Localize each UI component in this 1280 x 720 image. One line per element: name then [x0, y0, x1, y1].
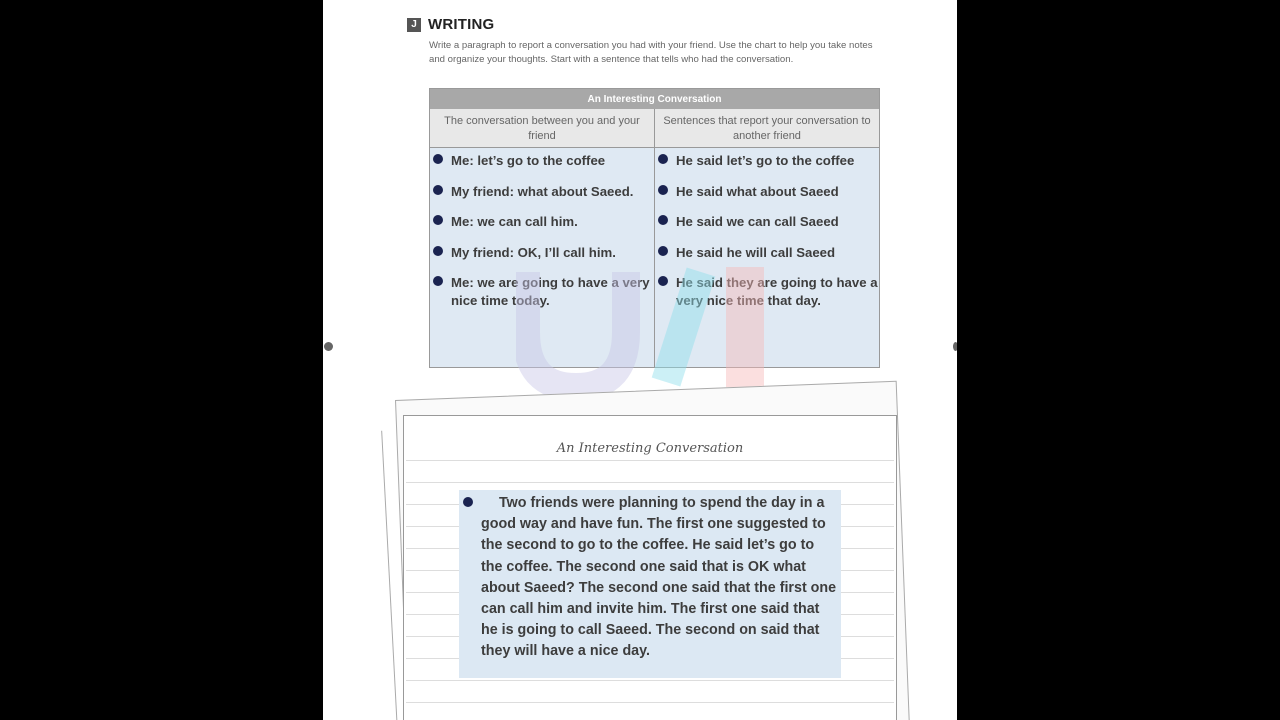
bullet-icon [463, 497, 473, 507]
paper-title: An Interesting Conversation [556, 441, 744, 456]
bullet-icon [658, 154, 668, 164]
resize-handle-left[interactable] [324, 342, 333, 351]
bullet-icon [433, 276, 443, 286]
list-item: He said we can call Saeed [657, 213, 879, 231]
lined-paper [403, 415, 897, 720]
list-item: My friend: OK, I’ll call him. [432, 244, 654, 262]
list-item: He said they are going to have a very nice time that day. [657, 274, 879, 310]
resize-handle-right[interactable] [953, 342, 957, 351]
list-item: My friend: what about Saeed. [432, 183, 654, 201]
list-item: Me: we are going to have a very nice time today. [432, 274, 654, 310]
chart-title: An Interesting Conversation [430, 89, 879, 109]
bullet-icon [658, 185, 668, 195]
conversation-column [430, 148, 655, 367]
bullet-icon [658, 246, 668, 256]
column-header-report: Sentences that report your conversation to another friend [663, 115, 871, 142]
list-item: He said let’s go to the coffee [657, 152, 879, 170]
bullet-icon [658, 215, 668, 225]
list-item: Me: let’s go to the coffee [432, 152, 654, 170]
bullet-icon [433, 154, 443, 164]
paragraph-text: Two friends were planning to spend the day in a good way and have fun. The first one suggested to the second to go to the coffee. He said let’s go to the coffee. The second one said that is OK what about Saeed? The second one said that the first one can call him and invite him. The first one said that he is going to call Saeed. The second on said that they will have a nice day. [481, 495, 837, 660]
document-page [323, 0, 957, 720]
bullet-icon [433, 185, 443, 195]
conversation-chart [429, 88, 880, 368]
answer-paragraph [459, 490, 841, 678]
bullet-icon [658, 276, 668, 286]
list-item: Me: we can call him. [432, 213, 654, 231]
list-item: He said he will call Saeed [657, 244, 879, 262]
bullet-icon [433, 215, 443, 225]
report-column [655, 148, 879, 367]
chart-column-headers [430, 109, 879, 148]
bullet-icon [433, 246, 443, 256]
section-title: WRITING [428, 16, 495, 33]
section-header [407, 16, 494, 33]
section-letter-badge: J [407, 18, 421, 32]
column-header-conversation: The conversation between you and your friend [430, 109, 655, 147]
list-item: He said what about Saeed [657, 183, 879, 201]
instructions-text: Write a paragraph to report a conversation you had with your friend. Use the chart to help you take notes and organize your thoughts. Start with a sentence that tells who had the conversation. [429, 40, 873, 65]
